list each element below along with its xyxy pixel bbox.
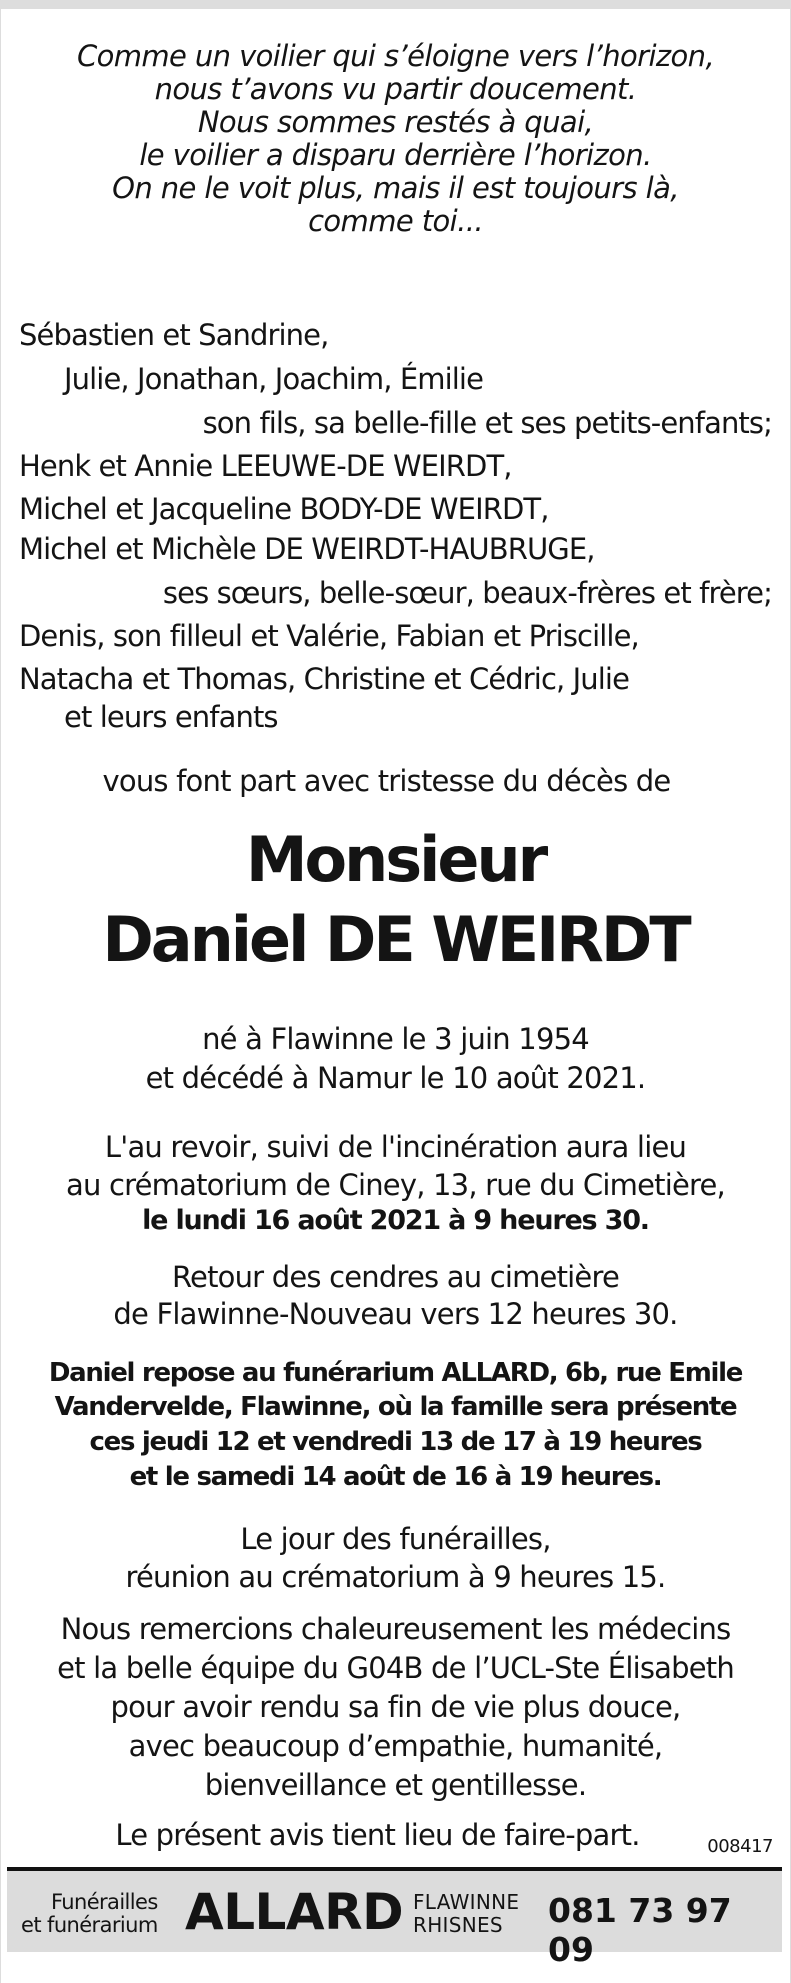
banner-towns (413, 1891, 519, 1937)
thanks-line: Nous remercions chaleureusement les médecins (60, 1612, 731, 1646)
family-line: Denis, son filleul et Valérie, Fabian et Priscille, (19, 619, 639, 653)
birth-date: né à Flawinne le 3 juin 1954 (202, 1022, 589, 1056)
thanks-line: et la belle équipe du G04B de l’UCL-Ste Élisabeth (57, 1651, 734, 1685)
ceremony-line: au crématorium de Ciney, 13, rue du Cimetière, (66, 1168, 725, 1202)
announcement: vous font part avec tristesse du décès de (102, 764, 671, 798)
poem-line: Nous sommes restés à quai, (197, 105, 594, 139)
banner-town: RHISNES (413, 1913, 503, 1937)
visitation-line: et le samedi 14 août de 16 à 19 heures. (129, 1462, 662, 1492)
ashes-line: Retour des cendres au cimetière (172, 1260, 619, 1294)
banner-town: FLAWINNE (413, 1890, 520, 1914)
reference-number: 008417 (707, 1836, 773, 1857)
funeral-home-banner (7, 1867, 782, 1969)
notice-statement: Le présent avis tient lieu de faire-part. (115, 1818, 640, 1852)
family-line: Henk et Annie LEEUWE-DE WEIRDT, (19, 449, 512, 483)
poem-line: On ne le voit plus, mais il est toujours là, (112, 171, 679, 205)
family-relation: ses sœurs, belle-sœur, beaux-frères et frère; (162, 576, 772, 610)
poem-line: nous t’avons vu partir doucement. (154, 72, 637, 106)
poem-line: Comme un voilier qui s’éloigne vers l’horizon, (76, 39, 715, 73)
meeting-line: réunion au crématorium à 9 heures 15. (125, 1560, 666, 1594)
visitation-line: ces jeudi 12 et vendredi 13 de 17 à 19 heures (89, 1427, 702, 1457)
thanks-line: bienveillance et gentillesse. (204, 1768, 587, 1802)
banner-brand: ALLARD (185, 1883, 404, 1941)
thanks-line: pour avoir rendu sa fin de vie plus douce, (110, 1690, 681, 1724)
visitation-line: Vandervelde, Flawinne, où la famille sera présente (54, 1392, 737, 1422)
poem-line: le voilier a disparu derrière l’horizon. (139, 138, 652, 172)
death-date: et décédé à Namur le 10 août 2021. (145, 1061, 646, 1095)
poem-line: comme toi... (308, 204, 483, 238)
thanks-line: avec beaucoup d’empathie, humanité, (128, 1729, 663, 1763)
meeting-line: Le jour des funérailles, (240, 1522, 551, 1556)
family-relation: son fils, sa belle-fille et ses petits-enfants; (202, 406, 772, 440)
deceased-name: Daniel DE WEIRDT (102, 903, 689, 976)
visitation-line: Daniel repose au funérarium ALLARD, 6b, rue Emile (48, 1358, 743, 1388)
family-line: Natacha et Thomas, Christine et Cédric, Julie (19, 662, 630, 696)
banner-services-line: et funérarium (21, 1913, 158, 1937)
ceremony-date: le lundi 16 août 2021 à 9 heures 30. (142, 1205, 649, 1236)
deceased-title: Monsieur (245, 823, 546, 896)
family-line: Michel et Jacqueline BODY-DE WEIRDT, (19, 492, 549, 526)
family-line: Michel et Michèle DE WEIRDT-HAUBRUGE, (19, 532, 595, 566)
banner-services (21, 1891, 158, 1937)
ceremony-line: L'au revoir, suivi de l'incinération aura lieu (104, 1130, 687, 1164)
family-line: Sébastien et Sandrine, (19, 318, 329, 352)
family-line: Julie, Jonathan, Joachim, Émilie (64, 362, 484, 396)
ashes-line: de Flawinne-Nouveau vers 12 heures 30. (113, 1297, 678, 1331)
poem (0, 40, 791, 238)
banner-services-line: Funérailles (50, 1890, 158, 1914)
family-line: et leurs enfants (64, 700, 278, 734)
banner-phone: 081 73 97 09 (548, 1891, 732, 1969)
